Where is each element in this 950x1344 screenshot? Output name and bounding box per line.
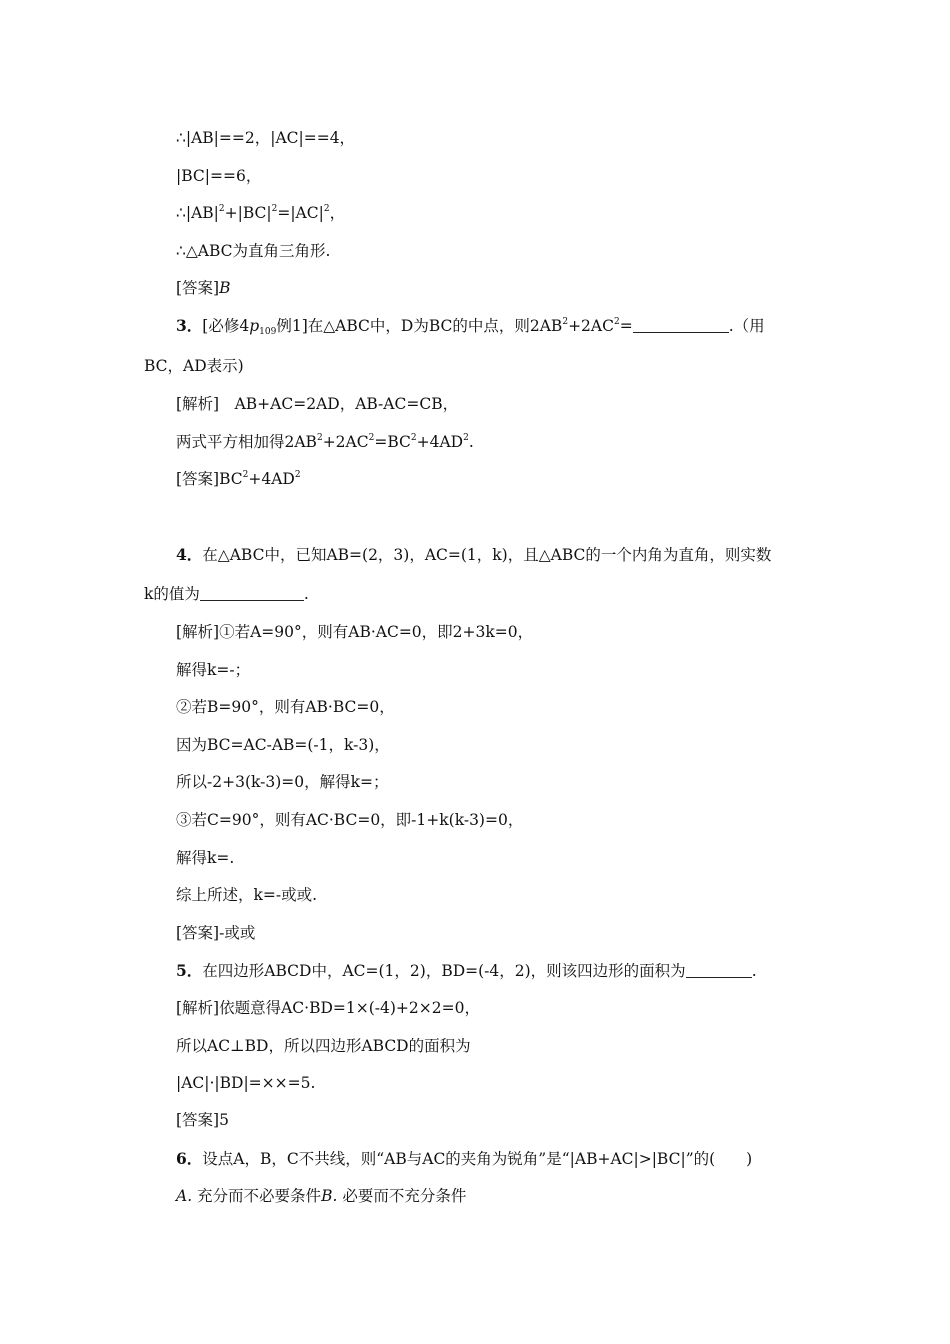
question-5 — [176, 961, 757, 981]
superscript: 2 — [463, 433, 469, 443]
superscript: 2 — [368, 433, 375, 443]
question-number: 5． — [176, 961, 203, 980]
text: = — [619, 317, 633, 335]
text: =|AC| — [277, 204, 324, 222]
text: ∴|AB| — [176, 204, 219, 222]
analysis-5-2: 所以AC⊥BD，所以四边形ABCD的面积为 — [176, 1037, 471, 1055]
analysis-4-5: 所以-2+3(k-3)=0，解得k=； — [176, 773, 389, 791]
text: +|BC| — [224, 204, 272, 222]
analysis-5-3: |AC|·|BD|=××=5. — [176, 1074, 316, 1092]
superscript: 2 — [562, 317, 569, 327]
text: +2AC — [322, 433, 369, 451]
question-4 — [176, 545, 771, 565]
text: .（用 — [728, 317, 765, 335]
question-4-cont — [144, 584, 309, 604]
text: =BC — [374, 433, 411, 451]
option-b-label: B. — [321, 1187, 338, 1205]
answer-blank — [200, 586, 304, 601]
solution-line-ab-ac: ∴|AB|==2，|AC|==4， — [176, 129, 356, 147]
answer-value: B — [219, 279, 231, 297]
subscript: 109 — [259, 327, 277, 337]
answer-line-prev — [176, 278, 231, 298]
text: k的值为 — [144, 585, 200, 603]
analysis-3-sum — [176, 432, 474, 452]
analysis-4-8: 综上所述，k=-或或. — [176, 886, 318, 904]
superscript: 2 — [323, 204, 330, 214]
solution-line-conclusion: ∴△ABC为直角三角形. — [176, 242, 331, 260]
answer-4: [答案]-或或 — [176, 924, 256, 942]
analysis-4-3: ②若B=90°，则有AB·BC=0， — [176, 698, 395, 716]
text: . — [468, 433, 474, 451]
answer-3 — [176, 469, 301, 489]
question-3 — [176, 316, 765, 336]
superscript: 2 — [294, 470, 301, 480]
text: . — [303, 585, 309, 603]
answer-label: [答案] — [176, 279, 220, 297]
text: ， — [329, 204, 346, 222]
answer-blank — [686, 963, 752, 978]
superscript: 2 — [271, 204, 278, 214]
text: 设点A，B，C不共线，则“AB与AC的夹角为锐角”是“|AB+AC|>|BC|”的( ) — [202, 1150, 753, 1168]
superscript: 2 — [316, 433, 323, 443]
superscript: 2 — [613, 317, 620, 327]
analysis-3: [解析] AB+AC=2AD，AB-AC=CB， — [176, 395, 459, 413]
analysis-4-2: 解得k=-； — [176, 661, 251, 679]
text: 在△ABC中，已知AB=(2，3)，AC=(1，k)，且△ABC的一个内角为直角，则实数 — [202, 546, 772, 564]
superscript: 2 — [242, 470, 249, 480]
text: p — [249, 317, 260, 335]
option-a-text: 充分而不必要条件 — [192, 1187, 322, 1205]
answer-5: [答案]5 — [176, 1111, 229, 1129]
question-3-cont: BC，AD表示) — [144, 357, 244, 375]
text: [必修4 — [202, 317, 250, 335]
answer-blank — [633, 318, 729, 333]
option-a-label: A. — [176, 1187, 193, 1205]
text: . — [751, 962, 757, 980]
superscript: 2 — [410, 433, 417, 443]
text: 例1]在△ABC中，D为BC的中点，则2AB — [276, 317, 563, 335]
analysis-4-1: [解析]①若A=90°，则有AB·AC=0，即2+3k=0， — [176, 623, 534, 641]
text: [答案]BC — [176, 470, 243, 488]
superscript: 2 — [218, 204, 225, 214]
analysis-4-6: ③若C=90°，则有AC·BC=0，即-1+k(k-3)=0， — [176, 811, 524, 829]
analysis-5-1: [解析]依题意得AC·BD=1×(-4)+2×2=0， — [176, 999, 480, 1017]
question-number: 4． — [176, 545, 203, 564]
text: +2AC — [568, 317, 614, 335]
question-6 — [176, 1149, 752, 1169]
analysis-4-7: 解得k=. — [176, 849, 235, 867]
text: 在四边形ABCD中，AC=(1，2)，BD=(-4，2)，则该四边形的面积为 — [202, 962, 686, 980]
text: +4AD — [416, 433, 464, 451]
solution-line-pythagoras — [176, 203, 345, 223]
option-b-text: 必要而不充分条件 — [337, 1187, 467, 1205]
question-number: 3． — [176, 316, 203, 335]
question-number: 6． — [176, 1149, 203, 1168]
question-6-options — [176, 1186, 466, 1206]
text: +4AD — [248, 470, 295, 488]
analysis-4-4: 因为BC=AC-AB=(-1，k-3)， — [176, 736, 390, 754]
text: 两式平方相加得2AB — [176, 433, 317, 451]
solution-line-bc: |BC|==6， — [176, 167, 262, 185]
